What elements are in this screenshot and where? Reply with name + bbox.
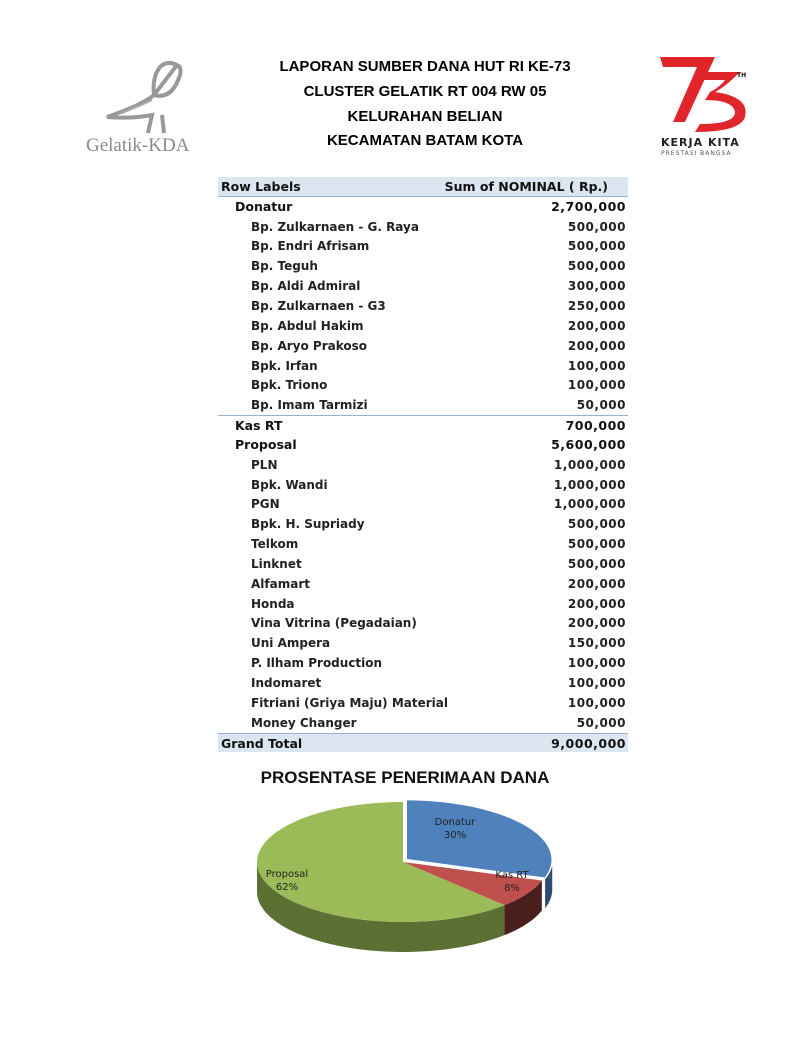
item-name: Bpk. Triono: [251, 378, 328, 393]
group-label: Proposal: [235, 437, 297, 453]
item-name: Bp. Aldi Admiral: [251, 279, 361, 294]
item-value: 500,000: [567, 239, 626, 254]
item-name: Telkom: [251, 537, 299, 552]
item-name: Money Changer: [251, 715, 357, 730]
pie-label: Kas RT: [495, 870, 529, 881]
pie-label: Proposal: [265, 869, 309, 880]
logo-right-subtext: PRESTASI BANGSA: [661, 150, 732, 157]
item-value: 500,000: [567, 259, 626, 274]
item-value: 200,000: [567, 338, 626, 353]
item-name: Bp. Teguh: [251, 259, 318, 274]
item-name: Bp. Imam Tarmizi: [251, 398, 368, 413]
item-value: 1,000,000: [553, 497, 626, 512]
item-name: PLN: [251, 457, 278, 472]
pie-label: Donatur: [434, 817, 476, 828]
item-value: 200,000: [567, 596, 626, 611]
item-value: 500,000: [567, 219, 626, 234]
group-label: Kas RT: [235, 418, 283, 434]
item-value: 200,000: [567, 318, 626, 333]
item-value: 100,000: [567, 695, 626, 710]
item-name: Bp. Zulkarnaen - G3: [251, 298, 386, 313]
grand-total-value: 9,000,000: [551, 735, 626, 751]
pie-percent-label: 8%: [504, 883, 520, 894]
group-total: 5,600,000: [551, 437, 626, 453]
chart-title: PROSENTASE PENERIMAAN DANA: [260, 768, 550, 787]
report-title-line-3: KELURAHAN BELIAN: [347, 108, 503, 125]
item-name: Bpk. Irfan: [251, 358, 318, 373]
item-name: Vina Vitrina (Pegadaian): [251, 616, 417, 631]
logo-right-sup: TH: [737, 72, 747, 79]
group-total: 2,700,000: [551, 199, 626, 215]
header-row-labels[interactable]: Row Labels: [221, 178, 301, 194]
item-name: Bp. Abdul Hakim: [251, 318, 364, 333]
item-value: 200,000: [567, 576, 626, 591]
item-value: 1,000,000: [553, 457, 626, 472]
logo-right-text: KERJA KITA: [661, 136, 740, 149]
header-sum-nominal: Sum of NOMINAL ( Rp.): [444, 178, 608, 194]
item-name: Bpk. H. Supriady: [251, 517, 365, 532]
group-total: 700,000: [565, 418, 626, 434]
item-name: Bpk. Wandi: [251, 477, 328, 492]
item-value: 50,000: [576, 398, 626, 413]
group-label: Donatur: [235, 199, 293, 215]
item-name: P. Ilham Production: [251, 656, 383, 671]
item-value: 300,000: [567, 279, 626, 294]
pie-percent-label: 62%: [275, 882, 299, 893]
item-value: 500,000: [567, 537, 626, 552]
item-value: 100,000: [567, 358, 626, 373]
report-title-line-2: CLUSTER GELATIK RT 004 RW 05: [303, 83, 547, 100]
item-name: Honda: [251, 596, 295, 611]
item-name: Indomaret: [251, 676, 322, 691]
item-name: Linknet: [251, 556, 302, 571]
report-title-line-4: KECAMATAN BATAM KOTA: [326, 132, 524, 149]
report-title-line-1: LAPORAN SUMBER DANA HUT RI KE-73: [279, 58, 571, 75]
item-value: 50,000: [576, 715, 626, 730]
grand-total-label: Grand Total: [221, 735, 303, 751]
item-value: 100,000: [567, 378, 626, 393]
item-value: 100,000: [567, 676, 626, 691]
item-name: Bp. Aryo Prakoso: [251, 338, 368, 353]
item-name: Bp. Endri Afrisam: [251, 239, 370, 254]
item-value: 500,000: [567, 556, 626, 571]
item-name: Fitriani (Griya Maju) Material: [251, 695, 448, 710]
item-name: Bp. Zulkarnaen - G. Raya: [251, 219, 419, 234]
item-name: Alfamart: [251, 576, 310, 591]
item-value: 250,000: [567, 298, 626, 313]
item-value: 100,000: [567, 656, 626, 671]
item-value: 500,000: [567, 517, 626, 532]
item-name: Uni Ampera: [251, 636, 331, 651]
item-name: PGN: [251, 497, 280, 512]
logo-left-text: Gelatik-KDA: [86, 135, 190, 156]
item-value: 150,000: [567, 636, 626, 651]
pie-percent-label: 30%: [443, 830, 467, 841]
item-value: 200,000: [567, 616, 626, 631]
item-value: 1,000,000: [553, 477, 626, 492]
